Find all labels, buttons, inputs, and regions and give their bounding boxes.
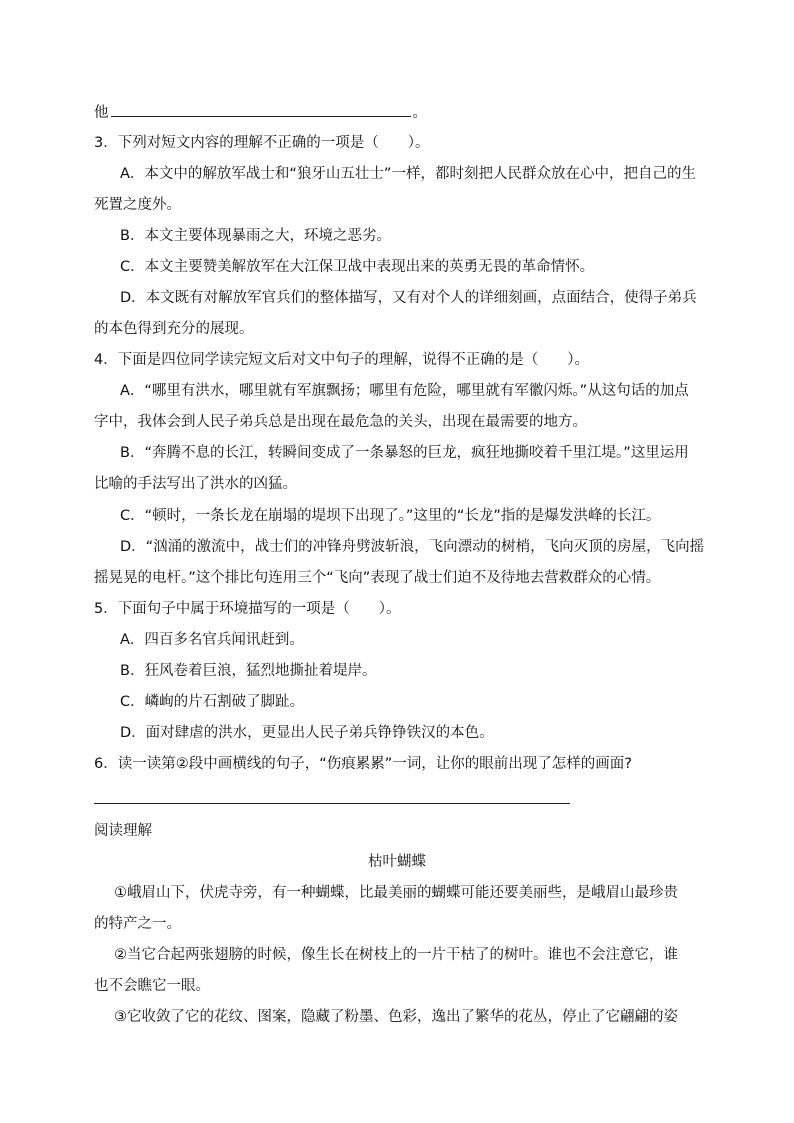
question-3-option-c[interactable]: C．本文主要赞美解放军在大江保卫战中表现出来的英勇无畏的革命情怀。 bbox=[120, 259, 595, 275]
question-5-option-a[interactable]: A．四百多名官兵闻讯赶到。 bbox=[120, 632, 304, 648]
paragraph-1: ①峨眉山下，伏虎寺旁，有一种蝴蝶，比最美丽的蝴蝶可能还要美丽些，是峨眉山最珍贵 bbox=[114, 885, 678, 901]
text-prefix: 他 bbox=[94, 105, 109, 121]
answer-line[interactable] bbox=[94, 803, 570, 804]
text-suffix: 。 bbox=[412, 105, 427, 121]
question-4: 4．下面是四位同学读完短文后对文中句子的理解，说得不正确的是（ ）。 bbox=[94, 352, 589, 368]
answer-line-continuation bbox=[94, 102, 427, 123]
question-5-option-b[interactable]: B．狂风卷着巨浪，猛烈地撕扯着堤岸。 bbox=[120, 663, 377, 679]
question-3-option-a[interactable]: A．本文中的解放军战士和“狼牙山五壮士”一样，都时刻把人民群众放在心中，把自己的生 bbox=[120, 166, 696, 182]
question-3-option-a-cont: 死置之度外。 bbox=[94, 197, 181, 213]
question-4-option-c[interactable]: C．“顿时，一条长龙在崩塌的堤坝下出现了。”这里的“长龙”指的是爆发洪峰的长江。 bbox=[120, 508, 661, 524]
question-4-option-b-cont: 比喻的手法写出了洪水的凶猛。 bbox=[94, 476, 297, 492]
question-3-option-d[interactable]: D．本文既有对解放军官兵们的整体描写，又有对个人的详细刻画，点面结合，使得子弟兵 bbox=[120, 290, 697, 306]
question-3: 3．下列对短文内容的理解不正确的一项是（ ）。 bbox=[94, 135, 430, 151]
question-4-option-d-cont: 摇晃晃的电杆。”这个排比句连用三个“飞向”表现了战士们迫不及待地去营救群众的心情。 bbox=[94, 570, 661, 586]
paragraph-1-cont: 的特产之一。 bbox=[94, 916, 181, 932]
question-5: 5．下面句子中属于环境描写的一项是（ ）。 bbox=[94, 601, 401, 617]
question-4-option-d[interactable]: D．“汹涌的激流中，战士们的冲锋舟劈波斩浪，飞向漂动的树梢，飞向灭顶的房屋，飞向摇 bbox=[120, 539, 705, 555]
question-5-option-c[interactable]: C．嶙峋的片石割破了脚趾。 bbox=[120, 694, 305, 710]
question-3-option-b[interactable]: B．本文主要体现暴雨之大，环境之恶劣。 bbox=[120, 228, 391, 244]
answer-blank[interactable] bbox=[111, 102, 411, 117]
question-4-option-a[interactable]: A．“哪里有洪水，哪里就有军旗飘扬；哪里有危险，哪里就有军徽闪烁。”从这句话的加点 bbox=[120, 383, 689, 399]
question-4-option-b[interactable]: B．“奔腾不息的长江，转瞬间变成了一条暴怒的巨龙，疯狂地撕咬着千里江堤。”这里运用 bbox=[120, 445, 689, 461]
question-6: 6．读一读第②段中画横线的句子，“伤痕累累”一词，让你的眼前出现了怎样的画面? bbox=[94, 756, 632, 772]
section-heading: 阅读理解 bbox=[94, 823, 152, 839]
paragraph-2-cont: 也不会瞧它一眼。 bbox=[94, 978, 210, 994]
passage-title: 枯叶蝴蝶 bbox=[368, 854, 426, 870]
question-4-option-a-cont: 字中，我体会到人民子弟兵总是出现在最危急的关头，出现在最需要的地方。 bbox=[94, 414, 587, 430]
question-3-option-d-cont: 的本色得到充分的展现。 bbox=[94, 321, 254, 337]
paragraph-3: ③它收敛了它的花纹、图案，隐藏了粉墨、色彩，逸出了繁华的花丛，停止了它翩翩的姿 bbox=[114, 1009, 678, 1025]
paragraph-2: ②当它合起两张翅膀的时候，像生长在树枝上的一片干枯了的树叶。谁也不会注意它，谁 bbox=[114, 947, 678, 963]
question-5-option-d[interactable]: D．面对肆虐的洪水，更显出人民子弟兵铮铮铁汉的本色。 bbox=[120, 725, 494, 741]
